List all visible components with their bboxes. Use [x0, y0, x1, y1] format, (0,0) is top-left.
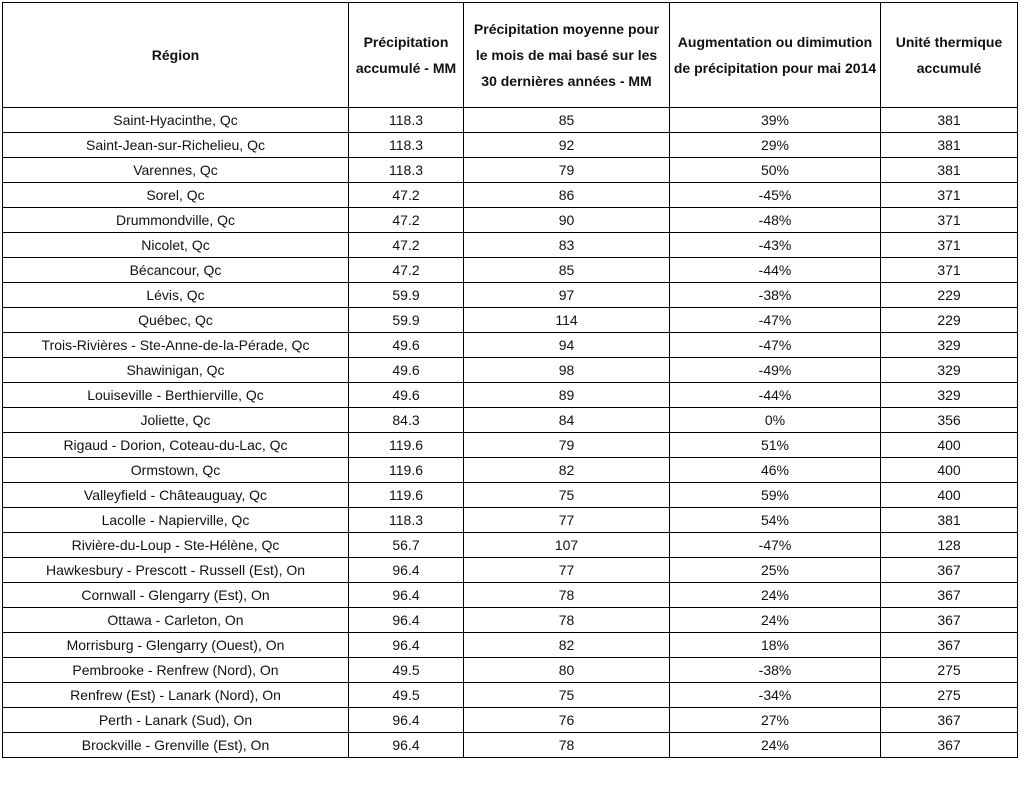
cell-average-precip: 79	[464, 433, 670, 458]
cell-heat-units: 367	[881, 633, 1018, 658]
cell-heat-units: 400	[881, 483, 1018, 508]
cell-precip-change: -45%	[670, 183, 881, 208]
cell-region: Québec, Qc	[3, 308, 349, 333]
cell-region: Varennes, Qc	[3, 158, 349, 183]
cell-average-precip: 79	[464, 158, 670, 183]
table-row	[3, 408, 1018, 433]
cell-accumulated-precip: 49.6	[349, 383, 464, 408]
table-row	[3, 233, 1018, 258]
cell-heat-units: 356	[881, 408, 1018, 433]
cell-precip-change: 39%	[670, 108, 881, 133]
cell-heat-units: 329	[881, 358, 1018, 383]
cell-accumulated-precip: 96.4	[349, 583, 464, 608]
cell-average-precip: 78	[464, 733, 670, 758]
cell-region: Louiseville - Berthierville, Qc	[3, 383, 349, 408]
cell-region: Brockville - Grenville (Est), On	[3, 733, 349, 758]
cell-heat-units: 275	[881, 658, 1018, 683]
cell-average-precip: 89	[464, 383, 670, 408]
cell-accumulated-precip: 49.6	[349, 358, 464, 383]
cell-accumulated-precip: 84.3	[349, 408, 464, 433]
cell-average-precip: 83	[464, 233, 670, 258]
cell-heat-units: 367	[881, 583, 1018, 608]
cell-accumulated-precip: 59.9	[349, 308, 464, 333]
cell-accumulated-precip: 96.4	[349, 608, 464, 633]
cell-average-precip: 75	[464, 483, 670, 508]
cell-heat-units: 371	[881, 258, 1018, 283]
cell-precip-change: -38%	[670, 658, 881, 683]
header-heat-units: Unité thermique accumulé	[881, 3, 1018, 108]
cell-average-precip: 78	[464, 608, 670, 633]
cell-precip-change: 59%	[670, 483, 881, 508]
cell-heat-units: 371	[881, 208, 1018, 233]
cell-heat-units: 400	[881, 458, 1018, 483]
cell-precip-change: 25%	[670, 558, 881, 583]
cell-precip-change: -43%	[670, 233, 881, 258]
cell-region: Trois-Rivières - Ste-Anne-de-la-Pérade, Qc	[3, 333, 349, 358]
cell-average-precip: 92	[464, 133, 670, 158]
cell-heat-units: 381	[881, 108, 1018, 133]
cell-accumulated-precip: 118.3	[349, 508, 464, 533]
cell-heat-units: 367	[881, 608, 1018, 633]
table-row	[3, 733, 1018, 758]
cell-accumulated-precip: 47.2	[349, 233, 464, 258]
header-average-precip: Précipitation moyenne pour le mois de mai basé sur les 30 dernières années - MM	[464, 3, 670, 108]
cell-region: Rivière-du-Loup - Ste-Hélène, Qc	[3, 533, 349, 558]
cell-heat-units: 329	[881, 333, 1018, 358]
cell-heat-units: 275	[881, 683, 1018, 708]
cell-average-precip: 86	[464, 183, 670, 208]
cell-region: Morrisburg - Glengarry (Ouest), On	[3, 633, 349, 658]
cell-average-precip: 107	[464, 533, 670, 558]
cell-accumulated-precip: 96.4	[349, 733, 464, 758]
cell-region: Bécancour, Qc	[3, 258, 349, 283]
cell-precip-change: -48%	[670, 208, 881, 233]
table-row	[3, 658, 1018, 683]
table-row	[3, 358, 1018, 383]
table-row	[3, 433, 1018, 458]
cell-average-precip: 94	[464, 333, 670, 358]
cell-accumulated-precip: 118.3	[349, 133, 464, 158]
table-row	[3, 283, 1018, 308]
cell-precip-change: 18%	[670, 633, 881, 658]
cell-accumulated-precip: 96.4	[349, 708, 464, 733]
cell-average-precip: 84	[464, 408, 670, 433]
cell-accumulated-precip: 56.7	[349, 533, 464, 558]
cell-heat-units: 367	[881, 558, 1018, 583]
table-row	[3, 508, 1018, 533]
cell-accumulated-precip: 118.3	[349, 158, 464, 183]
cell-region: Renfrew (Est) - Lanark (Nord), On	[3, 683, 349, 708]
cell-precip-change: 27%	[670, 708, 881, 733]
table-row	[3, 458, 1018, 483]
cell-region: Lévis, Qc	[3, 283, 349, 308]
cell-heat-units: 381	[881, 508, 1018, 533]
cell-heat-units: 367	[881, 708, 1018, 733]
cell-heat-units: 128	[881, 533, 1018, 558]
cell-precip-change: 54%	[670, 508, 881, 533]
table-row	[3, 258, 1018, 283]
cell-average-precip: 98	[464, 358, 670, 383]
table-row	[3, 308, 1018, 333]
cell-average-precip: 75	[464, 683, 670, 708]
cell-accumulated-precip: 59.9	[349, 283, 464, 308]
cell-heat-units: 381	[881, 133, 1018, 158]
cell-precip-change: 0%	[670, 408, 881, 433]
table-row	[3, 483, 1018, 508]
table-row	[3, 533, 1018, 558]
cell-region: Joliette, Qc	[3, 408, 349, 433]
cell-precip-change: 24%	[670, 733, 881, 758]
cell-precip-change: 29%	[670, 133, 881, 158]
table-row	[3, 208, 1018, 233]
table-row	[3, 333, 1018, 358]
cell-region: Pembrooke - Renfrew (Nord), On	[3, 658, 349, 683]
cell-precip-change: -47%	[670, 333, 881, 358]
header-row	[3, 3, 1018, 108]
table-row	[3, 683, 1018, 708]
cell-accumulated-precip: 96.4	[349, 633, 464, 658]
cell-precip-change: 50%	[670, 158, 881, 183]
cell-precip-change: -34%	[670, 683, 881, 708]
cell-heat-units: 381	[881, 158, 1018, 183]
cell-region: Cornwall - Glengarry (Est), On	[3, 583, 349, 608]
cell-region: Rigaud - Dorion, Coteau-du-Lac, Qc	[3, 433, 349, 458]
cell-precip-change: -47%	[670, 533, 881, 558]
cell-average-precip: 97	[464, 283, 670, 308]
cell-precip-change: 24%	[670, 608, 881, 633]
table-row	[3, 158, 1018, 183]
cell-average-precip: 82	[464, 458, 670, 483]
table-row	[3, 583, 1018, 608]
cell-accumulated-precip: 49.5	[349, 683, 464, 708]
cell-accumulated-precip: 96.4	[349, 558, 464, 583]
cell-average-precip: 80	[464, 658, 670, 683]
cell-precip-change: 24%	[670, 583, 881, 608]
cell-accumulated-precip: 47.2	[349, 258, 464, 283]
cell-average-precip: 77	[464, 508, 670, 533]
cell-accumulated-precip: 119.6	[349, 433, 464, 458]
cell-region: Hawkesbury - Prescott - Russell (Est), On	[3, 558, 349, 583]
cell-region: Nicolet, Qc	[3, 233, 349, 258]
cell-region: Lacolle - Napierville, Qc	[3, 508, 349, 533]
header-precip-change: Augmentation ou dimimution de précipitation pour mai 2014	[670, 3, 881, 108]
cell-region: Perth - Lanark (Sud), On	[3, 708, 349, 733]
cell-average-precip: 90	[464, 208, 670, 233]
table-row	[3, 608, 1018, 633]
cell-region: Saint-Jean-sur-Richelieu, Qc	[3, 133, 349, 158]
cell-region: Shawinigan, Qc	[3, 358, 349, 383]
cell-accumulated-precip: 49.6	[349, 333, 464, 358]
cell-heat-units: 367	[881, 733, 1018, 758]
cell-accumulated-precip: 49.5	[349, 658, 464, 683]
cell-average-precip: 114	[464, 308, 670, 333]
cell-region: Drummondville, Qc	[3, 208, 349, 233]
cell-accumulated-precip: 119.6	[349, 483, 464, 508]
cell-precip-change: -38%	[670, 283, 881, 308]
cell-precip-change: -44%	[670, 383, 881, 408]
table-header	[3, 3, 1018, 108]
cell-region: Ormstown, Qc	[3, 458, 349, 483]
cell-region: Saint-Hyacinthe, Qc	[3, 108, 349, 133]
cell-average-precip: 85	[464, 108, 670, 133]
cell-precip-change: -47%	[670, 308, 881, 333]
cell-precip-change: 46%	[670, 458, 881, 483]
cell-accumulated-precip: 47.2	[349, 208, 464, 233]
cell-average-precip: 76	[464, 708, 670, 733]
cell-region: Valleyfield - Châteauguay, Qc	[3, 483, 349, 508]
cell-heat-units: 400	[881, 433, 1018, 458]
cell-heat-units: 229	[881, 283, 1018, 308]
table-row	[3, 558, 1018, 583]
cell-accumulated-precip: 119.6	[349, 458, 464, 483]
cell-region: Ottawa - Carleton, On	[3, 608, 349, 633]
table-row	[3, 633, 1018, 658]
table-row	[3, 133, 1018, 158]
cell-heat-units: 229	[881, 308, 1018, 333]
cell-precip-change: -49%	[670, 358, 881, 383]
cell-average-precip: 77	[464, 558, 670, 583]
table-body	[3, 108, 1018, 758]
cell-region: Sorel, Qc	[3, 183, 349, 208]
cell-average-precip: 78	[464, 583, 670, 608]
precipitation-table	[2, 2, 1018, 758]
table-row	[3, 183, 1018, 208]
cell-accumulated-precip: 118.3	[349, 108, 464, 133]
cell-heat-units: 371	[881, 183, 1018, 208]
cell-precip-change: 51%	[670, 433, 881, 458]
cell-precip-change: -44%	[670, 258, 881, 283]
cell-average-precip: 82	[464, 633, 670, 658]
table-row	[3, 383, 1018, 408]
header-accumulated-precip: Précipitation accumulé - MM	[349, 3, 464, 108]
table-row	[3, 108, 1018, 133]
header-region: Région	[3, 3, 349, 108]
table-row	[3, 708, 1018, 733]
cell-accumulated-precip: 47.2	[349, 183, 464, 208]
cell-heat-units: 371	[881, 233, 1018, 258]
cell-heat-units: 329	[881, 383, 1018, 408]
cell-average-precip: 85	[464, 258, 670, 283]
